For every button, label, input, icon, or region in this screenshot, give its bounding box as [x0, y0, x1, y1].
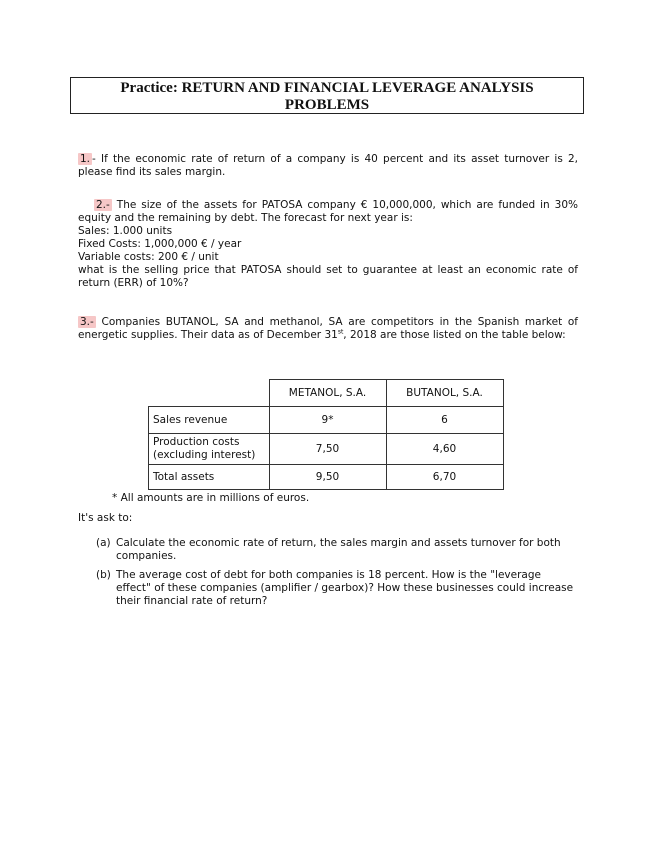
- problem-2-intro-line: [78, 199, 578, 225]
- title-line-1: Practice: RETURN AND FINANCIAL LEVERAGE ANALYSIS: [120, 80, 534, 96]
- problem-3: [78, 316, 578, 342]
- row-label-total-assets: Total assets: [149, 464, 270, 489]
- cell-metanol-sales: 9*: [269, 406, 386, 433]
- problem-2: [78, 199, 578, 290]
- table-row: [149, 433, 504, 464]
- problem-1-number: 1.: [80, 153, 91, 165]
- table-header-row: [149, 380, 504, 407]
- question-item-b-text: The average cost of debt for both companies is 18 percent. How is the "leverage effect" of these companies (amplifier / gearbox)? How these businesses could increase their financial rate of return?: [116, 569, 574, 607]
- row-label-production-costs-line2: (excluding interest): [153, 448, 256, 461]
- problem-3-text-before: Companies BUTANOL, SA and methanol, SA are competitors in the Spanish market of energetic supplies. Their data as of December 31: [78, 316, 578, 341]
- table-header-butanol: BUTANOL, S.A.: [386, 380, 503, 407]
- question-item-b-label: (b): [96, 569, 111, 581]
- question-item-a: [96, 537, 576, 563]
- question-item-b: [96, 569, 576, 608]
- cell-butanol-assets: 6,70: [386, 464, 503, 489]
- problem-1: [78, 153, 578, 179]
- problem-2-question: what is the selling price that PATOSA should set to guarantee at least an economic rate of return (ERR) of 10%?: [78, 264, 578, 289]
- row-label-sales: Sales revenue: [149, 406, 270, 433]
- cell-butanol-production: 4,60: [386, 433, 503, 464]
- problem-2-number: 2.-: [96, 199, 110, 211]
- problem-2-sales: Sales: 1.000 units: [78, 225, 173, 237]
- cell-metanol-production: 7,50: [269, 433, 386, 464]
- problem-2-fixed-costs: Fixed Costs: 1,000,000 € / year: [78, 238, 242, 250]
- problem-3-text-after: , 2018 are those listed on the table below:: [343, 329, 566, 341]
- problem-2-variable-costs: Variable costs: 200 € / unit: [78, 251, 219, 263]
- problem-1-text: - If the economic rate of return of a company is 40 percent and its asset turnover is 2, please find its sales margin.: [78, 153, 578, 178]
- table-corner-cell: [149, 380, 270, 407]
- table-row: [149, 406, 504, 433]
- row-label-production-costs-line1: Production costs: [153, 435, 240, 448]
- problem-3-number: 3.-: [80, 316, 94, 328]
- cell-metanol-assets: 9,50: [269, 464, 386, 489]
- company-data-table: [148, 379, 504, 490]
- question-item-a-label: (a): [96, 537, 111, 549]
- ask-intro: It's ask to:: [78, 512, 133, 524]
- table-footnote: * All amounts are in millions of euros.: [112, 492, 310, 504]
- title-box: [70, 77, 584, 114]
- problem-2-intro: The size of the assets for PATOSA company € 10,000,000, which are funded in 30% equity and the remaining by debt. The forecast for next year is:: [78, 199, 578, 224]
- table-header-metanol: METANOL, S.A.: [269, 380, 386, 407]
- table-row: [149, 464, 504, 489]
- row-label-production-costs: [149, 433, 270, 464]
- problem-3-superscript: st: [337, 328, 344, 336]
- title-line-2: PROBLEMS: [284, 97, 370, 113]
- cell-butanol-sales: 6: [386, 406, 503, 433]
- question-item-a-text: Calculate the economic rate of return, the sales margin and assets turnover for both companies.: [116, 537, 561, 562]
